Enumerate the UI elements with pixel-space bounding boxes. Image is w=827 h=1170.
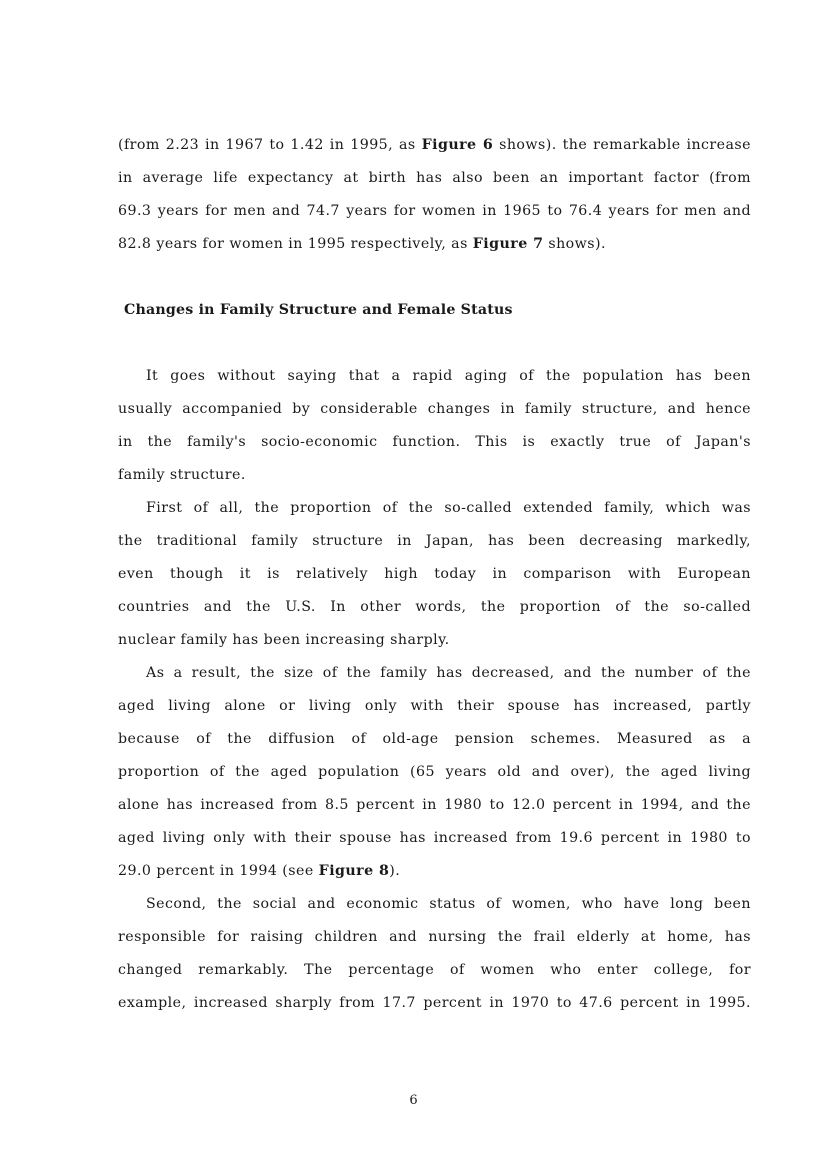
paragraph-2-line-4: family structure. xyxy=(118,467,246,483)
paragraph-3-line-2: the traditional family structure in Japan, has been decreasing markedly, xyxy=(118,533,751,549)
paragraph-5-line-3: changed remarkably. The percentage of women who enter college, for xyxy=(118,962,751,978)
figure-reference: Figure 6 xyxy=(421,137,494,153)
paragraph-1-line-2: in average life expectancy at birth has also been an important factor (from xyxy=(118,170,751,186)
paragraph-4-line-7 xyxy=(118,861,751,881)
paragraph-5-line-2: responsible for raising children and nursing the frail elderly at home, has xyxy=(118,929,751,945)
paragraph-1-line-4 xyxy=(118,234,751,254)
paragraph-5-line-1: Second, the social and economic status of women, who have long been xyxy=(146,896,751,912)
paragraph-3-line-4: countries and the U.S. In other words, the proportion of the so-called xyxy=(118,599,751,615)
page-number: 6 xyxy=(409,1093,418,1108)
paragraph-1-line-1 xyxy=(118,135,751,155)
figure-reference: Figure 7 xyxy=(472,236,544,252)
text-run: 82.8 years for women in 1995 respectively, as xyxy=(118,236,473,252)
text-run: (from 2.23 in 1967 to 1.42 in 1995, as xyxy=(118,137,422,153)
paragraph-4-line-5: alone has increased from 8.5 percent in 1980 to 12.0 percent in 1994, and the xyxy=(118,797,751,813)
text-run: 29.0 percent in 1994 (see xyxy=(118,863,319,879)
paragraph-1-line-3: 69.3 years for men and 74.7 years for women in 1965 to 76.4 years for men and xyxy=(118,203,751,219)
text-run: shows). xyxy=(543,236,606,252)
paragraph-4-line-1: As a result, the size of the family has decreased, and the number of the xyxy=(146,665,751,681)
paragraph-2-line-1: It goes without saying that a rapid aging of the population has been xyxy=(146,368,751,384)
paragraph-4-line-6: aged living only with their spouse has increased from 19.6 percent in 1980 to xyxy=(118,830,751,846)
figure-reference: Figure 8 xyxy=(318,863,390,879)
paragraph-4-line-2: aged living alone or living only with their spouse has increased, partly xyxy=(118,698,751,714)
paragraph-5-line-4: example, increased sharply from 17.7 percent in 1970 to 47.6 percent in 1995. xyxy=(118,995,751,1011)
paragraph-3-line-5: nuclear family has been increasing sharply. xyxy=(118,632,450,648)
paragraph-4-line-4: proportion of the aged population (65 years old and over), the aged living xyxy=(118,764,751,780)
paragraph-2-line-3: in the family's socio-economic function. This is exactly true of Japan's xyxy=(118,434,751,450)
section-heading: Changes in Family Structure and Female Status xyxy=(124,302,513,318)
text-run: shows). the remarkable increase xyxy=(493,137,751,153)
paragraph-4-line-3: because of the diffusion of old-age pension schemes. Measured as a xyxy=(118,731,751,747)
paragraph-2-line-2: usually accompanied by considerable changes in family structure, and hence xyxy=(118,401,751,417)
paragraph-3-line-3: even though it is relatively high today in comparison with European xyxy=(118,566,751,582)
paragraph-3-line-1: First of all, the proportion of the so-called extended family, which was xyxy=(146,500,751,516)
text-run: ). xyxy=(389,863,401,879)
